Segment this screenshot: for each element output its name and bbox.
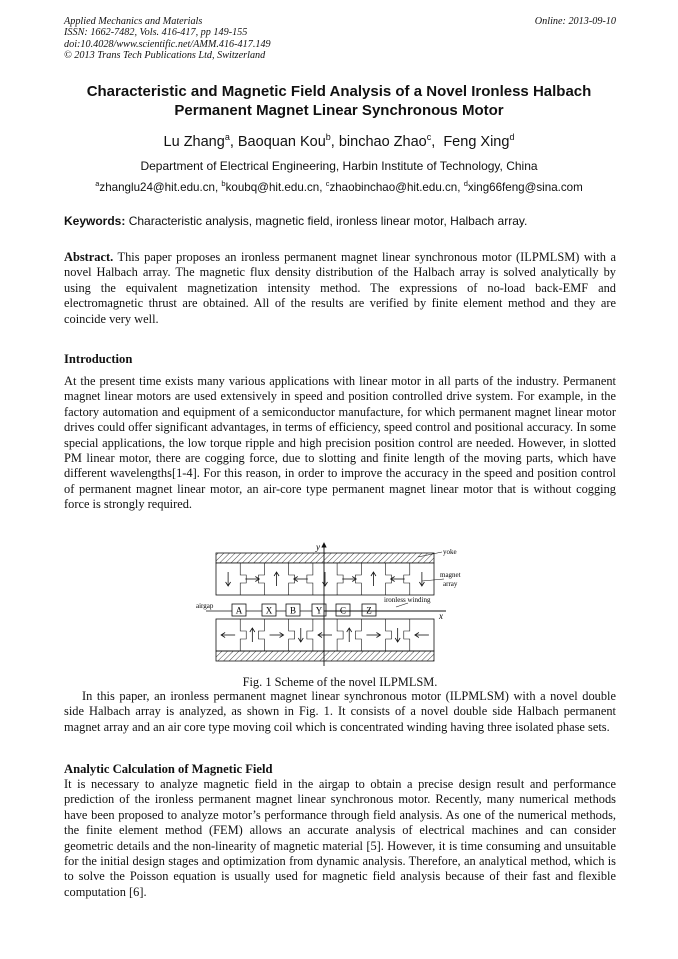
doi-line: doi:10.4028/www.scientific.net/AMM.416-417.149 [64,38,271,50]
email-address[interactable]: zhaobinchao@hit.edu.cn [329,180,458,194]
author-sup: d [509,132,515,142]
y-axis-label: y [316,542,320,552]
author-sup: b [325,132,331,142]
title-line-2: Permanent Magnet Linear Synchronous Motor [174,102,504,119]
coil-label: Z [366,605,372,616]
motor-scheme-figure [196,541,461,671]
abstract-section [64,250,616,327]
email-address[interactable]: koubq@hit.edu.cn [225,180,320,194]
email-sup: d [463,179,468,188]
journal-header [64,16,616,62]
affiliation: Department of Electrical Engineering, Harbin Institute of Technology, China [140,159,538,173]
abstract-label: Abstract. [64,250,114,264]
email-sup: b [221,179,226,188]
coil-label: B [289,605,297,616]
coil-label: X [265,605,273,616]
email-sup: a [95,179,100,188]
airgap-label: airgap [196,602,214,610]
coil-label: A [235,605,243,616]
author-name: binchao Zhao [338,133,427,150]
email-address[interactable]: xing66feng@sina.com [467,180,583,194]
abstract-text: This paper proposes an ironless permanent magnet linear synchronous motor (ILPMLSM) with a novel Halbach array. The magnetic flux density distribution of the Halbach array is solved analytically by using the equivalent magnetization intensity method. The expressions of no-load back-EMF and electromagnetic thrust are obtained. All of the results are verified by finite element method and they are coincide very well. [64,250,616,326]
analytic-text: It is necessary to analyze magnetic field in the airgap to obtain a precise design result and performance prediction of the ironless permanent magnet linear synchronous motor. Recently, many numerical methods have been proposed to analyze motor’s performance through field analysis. As one of the numerical methods, the finite element method (FEM) allows an accurate analysis of electrical machines and can consider geometric details and the non-linearity of magnetic material [5]. However, it is time consuming and unsuitable for the initial design stages and optimization from dynamic analysis. Therefore, an analytical method, which is to solve the Poisson equation is usually used for magnetic field analysis because of their fast and flexible computation [6]. [64,777,616,899]
winding-coils [232,604,376,616]
coil-label: C [339,605,347,616]
author-sup: a [224,132,230,142]
online-date: Online: 2013-09-10 [534,16,616,27]
introduction-heading: Introduction [64,352,133,366]
email-sup: c [325,179,330,188]
email-list: $^a$zhanglu24@hit.edu.cn, $^b$koubq@hit.edu.cn, $^c$zhaobinchao@hit.edu.cn, $^d$xing66feng@sina.com [95,179,583,194]
figure-caption: Fig. 1 Scheme of the novel ILPMLSM. [242,675,438,689]
email-address[interactable]: zhanglu24@hit.edu.cn [99,180,215,194]
author-name: Feng Xing [443,133,510,150]
author-name: Baoquan Kou [237,133,326,150]
issn-line: ISSN: 1662-7482, Vols. 416-417, pp 149-155 [64,27,248,39]
magnet-array-label: array [443,580,458,588]
copyright-line: © 2013 Trans Tech Publications Ltd, Switzerland [64,50,266,62]
paper-title [40,82,638,120]
author-name: Lu Zhang [163,133,225,150]
author-list: Lu Zhang$^a$, Baoquan Kou$^b$, binchao Zhao$^c$, Feng Xing$^d$ [163,132,515,150]
keywords-section [64,214,616,228]
coil-label: Y [315,605,323,616]
title-line-1: Characteristic and Magnetic Field Analysis of a Novel Ironless Halbach [86,83,592,100]
bottom-yoke [216,651,434,661]
magnet-label: magnet [440,571,461,579]
analytic-heading: Analytic Calculation of Magnetic Field [64,762,273,776]
keywords-text: Characteristic analysis, magnetic field, ironless linear motor, Halbach array. [128,214,528,228]
figure-description: In this paper, an ironless permanent magnet linear synchronous motor (ILPMLSM) with a novel double side Halbach array is analyzed, as shown in Fig. 1. It consists of a novel double side Halbach permanent magnet array and an air core type moving coil which is concentrated winding having three isolated phase sets. [64,689,616,734]
introduction-text: At the present time exists many various applications with linear motor in all parts of the industry. Permanent magnet linear motors are used extensively in speed and position controlled drive system. For example, in the factory automation and equipment of a semiconductor manufacture, for which permanent magnet linear motor drives could offer significant advantages, in terms of efficiency, speed control and positional accuracy. In some special applications, the low torque ripple and high precision position control are needed. However, in slotted PM linear motor, there are cogging force, due to slotting and finite length of the moving parts, which have different wavelengths[1-4]. For this reason, in order to improve the accuracy in the speed and position control of permanent magnet linear motor, an air-core type permanent magnet linear motor that is without cogging force is strongly required. [64,374,616,512]
author-sup: c [426,132,432,142]
x-axis-label: x [439,611,443,621]
yoke-label: yoke [443,548,457,556]
keywords-label: Keywords: [64,214,126,228]
journal-name: Applied Mechanics and Materials [64,16,203,27]
winding-label: ironless winding [384,596,431,604]
top-yoke [216,553,434,563]
